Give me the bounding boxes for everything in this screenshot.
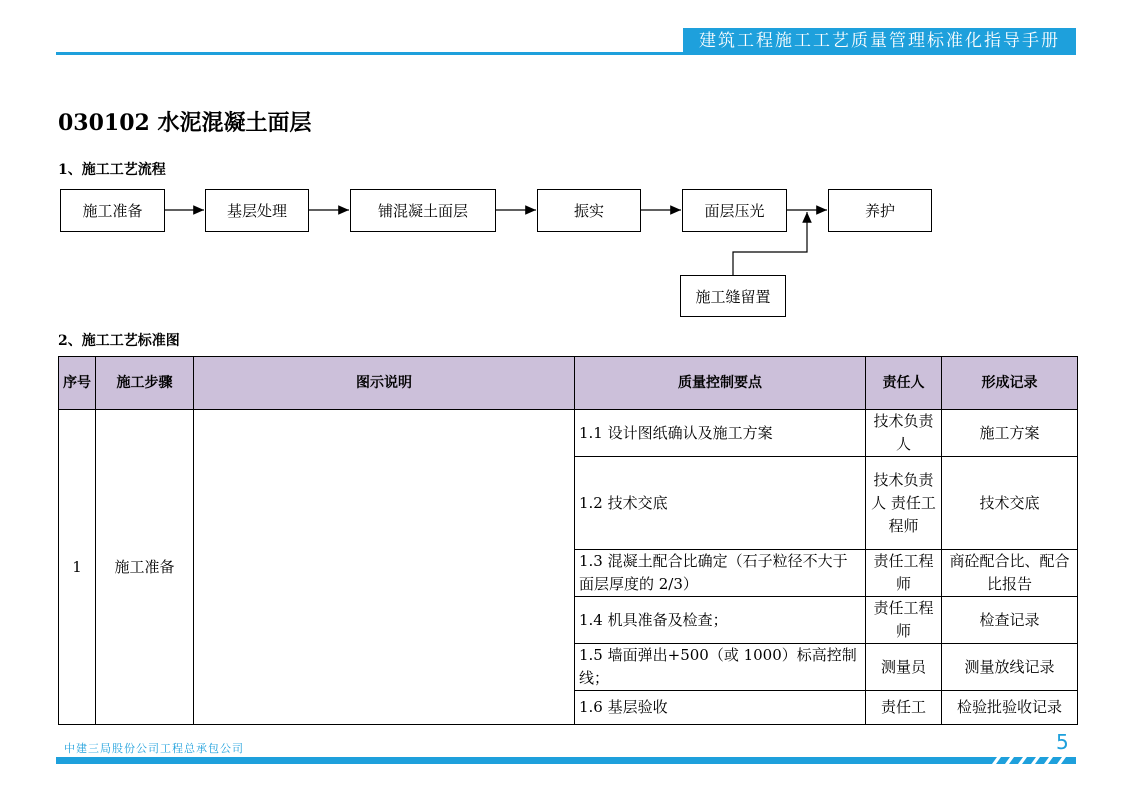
col-header-record: 形成记录	[942, 357, 1078, 410]
cell-record: 测量放线记录	[942, 644, 1078, 691]
cell-record: 检查记录	[942, 597, 1078, 644]
cell-record: 施工方案	[942, 410, 1078, 457]
cell-record: 检验批验收记录	[942, 691, 1078, 725]
page-number: 5	[1056, 730, 1069, 754]
cell-quality: 1.2 技术交底	[575, 457, 866, 550]
col-header-quality: 质量控制要点	[575, 357, 866, 410]
page-title: 030102 水泥混凝土面层	[58, 110, 312, 136]
section-heading-standard: 2、施工工艺标准图	[58, 333, 180, 349]
cell-quality: 1.6 基层验收	[575, 691, 866, 725]
table-row	[59, 410, 1078, 457]
col-header-responsible: 责任人	[866, 357, 942, 410]
col-header-no: 序号	[59, 357, 96, 410]
flow-arrow-branch	[733, 212, 807, 275]
flow-step-prepare: 施工准备	[60, 189, 165, 232]
flow-step-trowel: 面层压光	[682, 189, 787, 232]
cell-quality: 1.5 墙面弹出+500（或 1000）标高控制线；	[575, 644, 866, 691]
cell-quality: 1.1 设计图纸确认及施工方案	[575, 410, 866, 457]
section-heading-process: 1、施工工艺流程	[58, 162, 166, 178]
cell-quality: 1.4 机具准备及检查；	[575, 597, 866, 644]
flow-step-pour: 铺混凝土面层	[350, 189, 496, 232]
manual-title: 建筑工程施工工艺质量管理标准化指导手册	[683, 28, 1076, 55]
flow-step-base: 基层处理	[205, 189, 309, 232]
footer-bar	[56, 757, 988, 764]
flow-step-cure: 养护	[828, 189, 932, 232]
cell-responsible: 责任工程师	[866, 597, 942, 644]
cell-responsible: 测量员	[866, 644, 942, 691]
col-header-figure: 图示说明	[194, 357, 575, 410]
footer-company: 中建三局股份公司工程总承包公司	[64, 742, 244, 755]
cell-record: 技术交底	[942, 457, 1078, 550]
cell-record: 商砼配合比、配合比报告	[942, 550, 1078, 597]
footer-stripes	[988, 757, 1076, 764]
cell-responsible: 责任工程师	[866, 550, 942, 597]
cell-figure	[194, 410, 575, 725]
standard-table	[58, 356, 1078, 725]
col-header-step: 施工步骤	[96, 357, 194, 410]
flow-step-joint: 施工缝留置	[680, 275, 786, 317]
cell-step: 施工准备	[96, 410, 194, 725]
cell-responsible: 责任工	[866, 691, 942, 725]
cell-quality: 1.3 混凝土配合比确定（石子粒径不大于面层厚度的 2/3）	[575, 550, 866, 597]
flow-step-vibrate: 振实	[537, 189, 641, 232]
cell-responsible: 技术负责人	[866, 410, 942, 457]
cell-no: 1	[59, 410, 96, 725]
cell-responsible: 技术负责人 责任工程师	[866, 457, 942, 550]
